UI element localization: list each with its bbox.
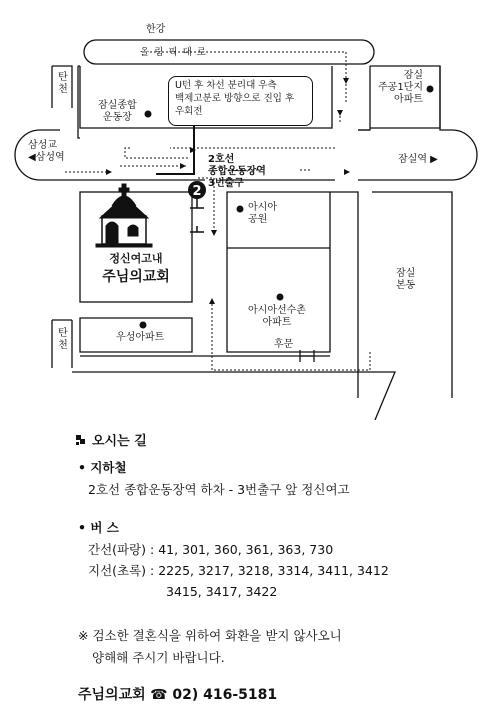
jugong-label: 잠실 주공1단지 아파트 <box>378 70 424 105</box>
bus-green-2: 3415, 3417, 3422 <box>166 584 278 599</box>
bondong-label: 잠실 본동 <box>396 268 416 291</box>
bus-heading: • 버 스 <box>78 520 119 535</box>
contact <box>78 686 277 705</box>
asia-park-label: 아시아 공원 <box>248 202 277 225</box>
subway-exit-marker <box>188 181 206 208</box>
uturn-note-text: U턴 후 차선 분리대 우측 백제고분로 방향으로 진입 후 우회전 <box>175 80 295 117</box>
tancheon-top-label: 탄 천 <box>58 72 68 95</box>
uturn-note <box>168 76 313 126</box>
church-name-1: 정신여고내 <box>109 252 163 265</box>
useong-label: 우성아파트 <box>116 332 165 343</box>
subway-exit-label: 2호선 종합운동장역 3번출구 <box>208 154 266 189</box>
directions-title-text: 오시는 길 <box>92 434 147 449</box>
olympic-road-label: 올 림 픽 대 로 <box>140 47 207 58</box>
athletes-label: 아시아선수촌 아파트 <box>248 305 306 328</box>
subway-text: 2호선 종합운동장역 하차 - 3번출구 앞 정신여고 <box>88 482 350 497</box>
block-bondong <box>372 192 452 398</box>
bus-blue: 간선(파랑) : 41, 301, 360, 361, 363, 730 <box>88 542 334 557</box>
subway-heading: • 지하철 <box>78 460 127 475</box>
asia-park-dot <box>237 206 244 213</box>
bullet-icon <box>76 435 86 445</box>
samseong-label: 삼성교 ◀삼성역 <box>28 140 65 163</box>
jamsil-station-label: 잠실역 ▶ <box>398 154 438 165</box>
river-label: 한강 <box>146 24 166 35</box>
useong-dot <box>140 322 147 329</box>
bus-green: 지선(초록) : 2225, 3217, 3218, 3314, 3411, 3412 <box>88 563 389 578</box>
contact-phone: ☎ 02) 416-5181 <box>150 687 278 703</box>
notice-line-2: 양해해 주시기 바랍니다. <box>92 650 225 665</box>
directions-title <box>76 430 147 449</box>
notice-line-1: ※ 검소한 결혼식을 위하여 화환을 받지 않사오니 <box>78 628 342 643</box>
stadium-label: 잠실종합 운동장 <box>98 100 137 123</box>
church-name-2: 주님의교회 <box>102 269 170 285</box>
jugong-dot <box>427 86 434 93</box>
stadium-dot <box>145 111 152 118</box>
back-gate-label: 후문 <box>274 339 294 350</box>
exit-number-text: 2 <box>192 184 202 199</box>
athletes-dot <box>277 294 284 301</box>
bottom-road <box>72 356 395 420</box>
church-icon <box>96 184 152 247</box>
tancheon-bottom-label: 탄 천 <box>58 328 68 351</box>
contact-name: 주님의교회 <box>78 687 146 703</box>
